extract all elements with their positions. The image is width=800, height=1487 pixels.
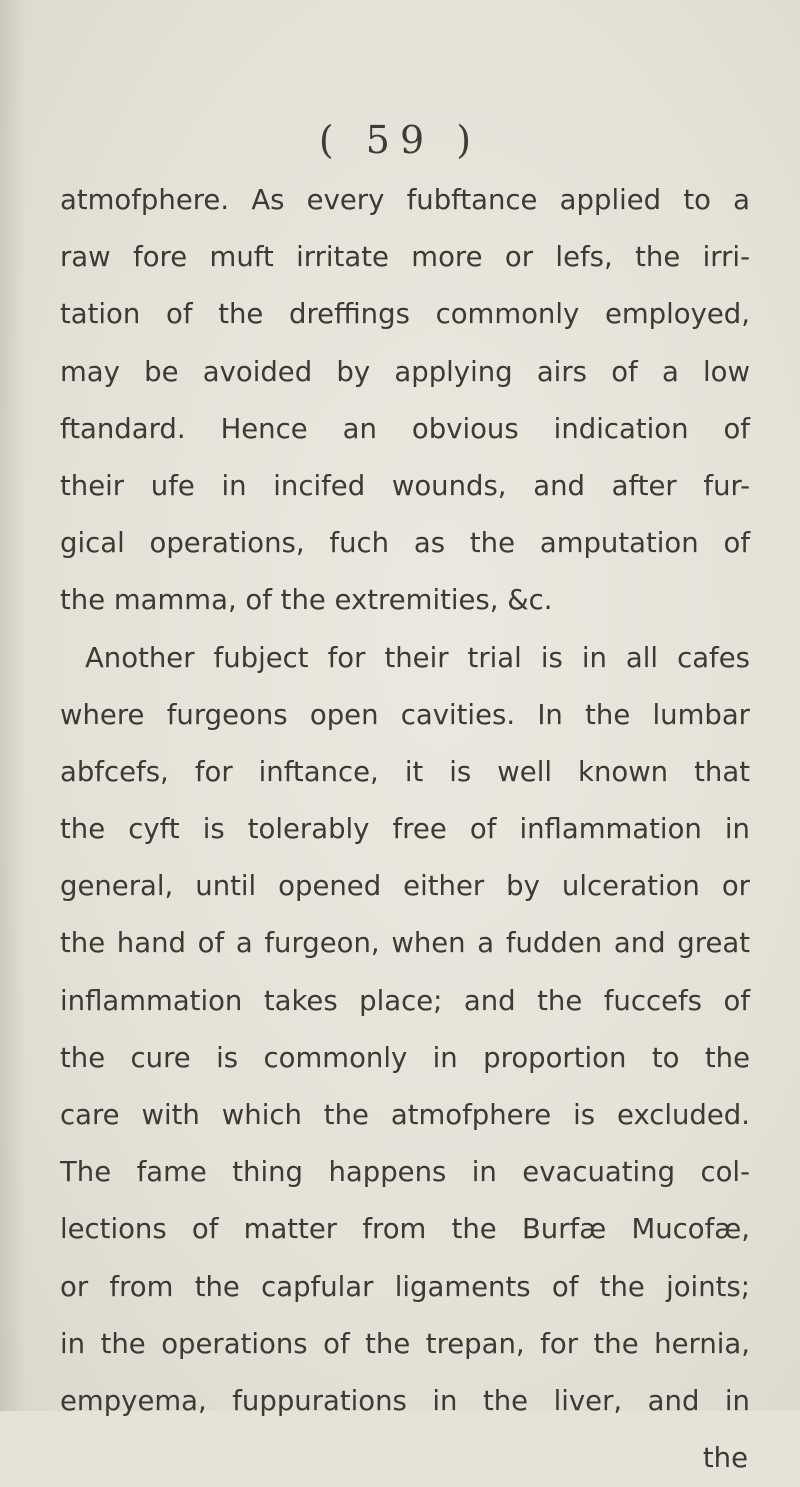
text-line: their ufe in incifed wounds, and after fur- — [60, 469, 750, 502]
page-number: ( 59 ) — [318, 118, 482, 162]
text-line: gical operations, fuch as the amputation of — [60, 527, 750, 560]
text-line: Another fubject for their trial is in all cafes — [85, 641, 750, 674]
text-line: tation of the dreffings commonly employed, — [60, 298, 750, 331]
text-line: where furgeons open cavities. In the lumbar — [60, 698, 750, 731]
text-line: or from the capfular ligaments of the joints; — [60, 1270, 750, 1303]
text-line: inflammation takes place; and the fuccefs of — [60, 984, 750, 1017]
text-line: may be avoided by applying airs of a low — [60, 355, 750, 388]
body-text — [60, 172, 750, 1487]
catchword: the — [702, 1442, 748, 1475]
text-line: ftandard. Hence an obvious indication of — [60, 412, 750, 445]
text-line: lections of matter from the Burfæ Mucofæ, — [60, 1213, 750, 1246]
text-line: the hand of a furgeon, when a fudden and great — [60, 927, 750, 960]
text-line: in the operations of the trepan, for the hernia, — [60, 1327, 750, 1360]
text-line: the cyft is tolerably free of inflammation in — [60, 813, 750, 846]
text-line: abfcefs, for inftance, it is well known that — [60, 755, 750, 788]
text-line: The fame thing happens in evacuating col- — [60, 1156, 750, 1189]
text-line: raw fore muft irritate more or lefs, the irri- — [60, 241, 750, 274]
text-line: the mamma, of the extremities, &c. — [60, 584, 553, 617]
text-line: atmofphere. As every fubftance applied to a — [60, 184, 750, 216]
text-line: empyema, fuppurations in the liver, and in — [60, 1384, 750, 1417]
text-line: general, until opened either by ulceration or — [60, 870, 750, 903]
text-line: the cure is commonly in proportion to the — [60, 1041, 750, 1074]
text-line: care with which the atmofphere is excluded. — [60, 1099, 750, 1131]
